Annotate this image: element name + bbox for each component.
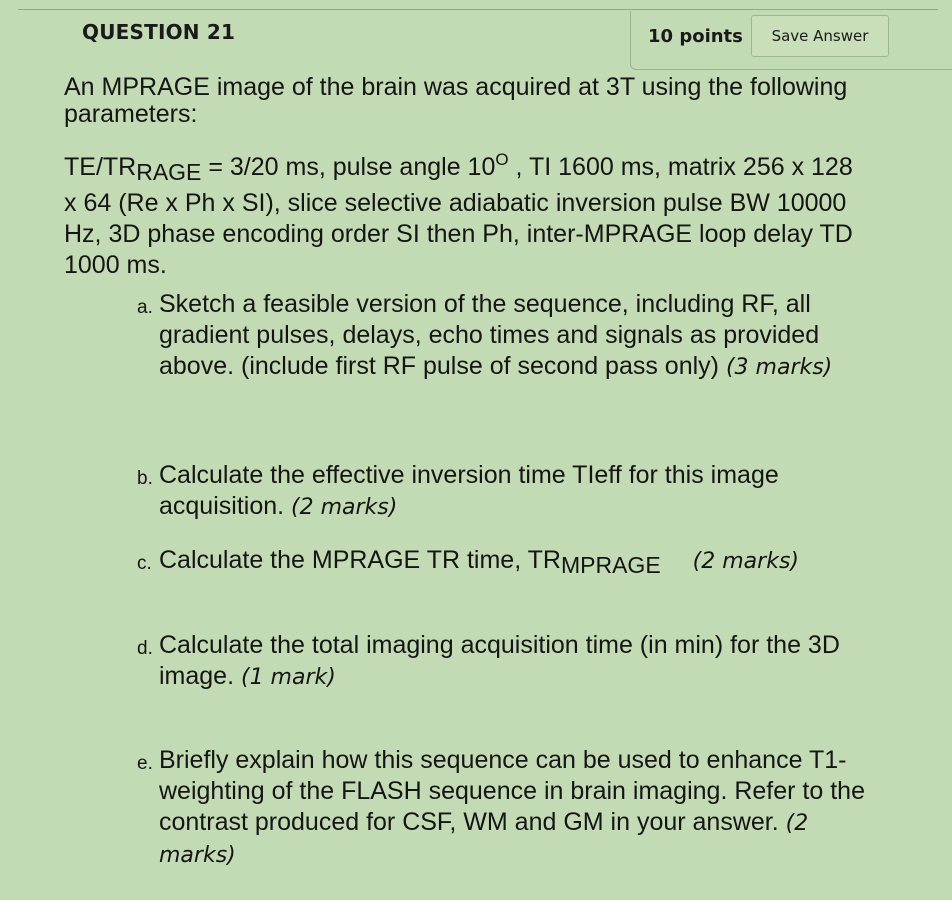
sub-question-text <box>159 545 867 581</box>
sub-question-body: Briefly explain how this sequence can be used to enhance T1-weighting of the FLASH sequence in brain imaging. Refer to the contrast produced for CSF, WM and GM in your answer. <box>159 746 865 836</box>
sub-question-body: Sketch a feasible version of the sequence, including RF, all gradient pulses, delays, echo times and signals as provided above. (include first RF pulse of second pass only) <box>159 290 820 380</box>
sub-question-label: b. <box>137 468 153 489</box>
marks-label: (1 mark) <box>240 665 336 690</box>
angle-superscript: O <box>495 150 509 169</box>
sub-question-c <box>137 545 867 581</box>
sub-question-text <box>159 745 867 871</box>
tr-mprage-subscript: MPRAGE <box>560 552 661 578</box>
sub-question-b <box>137 460 867 523</box>
question-header <box>0 0 952 70</box>
te-tr-subscript: RAGE <box>136 159 202 185</box>
marks-label: (2 marks) <box>692 549 799 574</box>
sub-question-a <box>137 289 867 383</box>
te-tr-prefix: TE/TR <box>64 153 137 181</box>
sub-question-body: Calculate the total imaging acquisition time (in min) for the 3D image. <box>159 631 840 690</box>
sub-question-label: d. <box>137 638 153 659</box>
sub-question-text <box>159 289 867 383</box>
te-tr-values: = 3/20 ms, pulse angle 10 <box>201 153 496 181</box>
sub-question-text <box>159 630 867 693</box>
sub-question-label: a. <box>137 297 153 318</box>
sub-question-e <box>137 745 867 871</box>
marks-label: (2 marks) <box>291 495 398 520</box>
parameters-rest: , TI 1600 ms, matrix 256 x 128 x 64 (Re x Ph x SI), slice selective adiabatic inversion pulse BW 10000 Hz, 3D phase encoding order SI then Ph, inter-MPRAGE loop delay TD 1000 ms. <box>64 153 853 279</box>
marks-label: (3 marks) <box>725 355 833 380</box>
sub-question-text <box>159 460 867 523</box>
question-title: QUESTION 21 <box>82 20 236 44</box>
question-intro: An MPRAGE image of the brain was acquired at 3T using the following parameters: <box>64 73 848 128</box>
sub-question-body: Calculate the MPRAGE TR time, TR <box>159 546 561 574</box>
sub-question-body: Calculate the effective inversion time TIeff for this image acquisition. <box>159 461 779 520</box>
sub-question-label: e. <box>137 753 153 774</box>
question-parameters <box>64 144 854 281</box>
sub-question-d <box>137 630 867 693</box>
question-points: 10 points <box>648 26 743 47</box>
sub-question-label: c. <box>137 553 152 574</box>
save-answer-button[interactable]: Save Answer <box>751 15 889 57</box>
marks-label: (2 marks) <box>159 811 809 868</box>
